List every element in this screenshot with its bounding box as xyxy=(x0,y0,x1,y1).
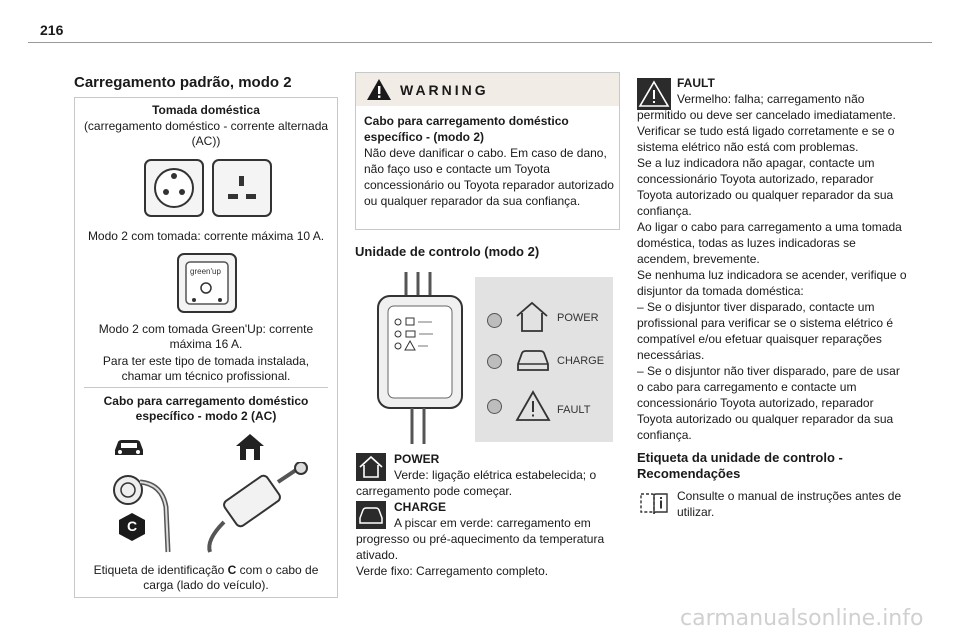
charge-description-text: A piscar em verde: carregamento em progresso ou pré-aquecimento da temperatura ativado. xyxy=(356,516,605,562)
fault-p4: Ao ligar o cabo para carregamento a uma tomada doméstica, todas as luzes indicadoras se acendem, brevemente. xyxy=(637,220,902,266)
greenup-socket-icon xyxy=(176,252,238,314)
page-number: 216 xyxy=(40,22,64,38)
caption-part-2: com o cabo de carga (lado do veículo). xyxy=(143,563,319,592)
caption-bold-c: C xyxy=(227,563,237,577)
fault-triangle-icon xyxy=(515,390,551,422)
fault-p6: – Se o disjuntor tiver disparado, contacte um profissional para verificar se o sistema elétrico é compatível e/ou efetuar quaisquer reparações necessárias. xyxy=(637,300,894,362)
power-description xyxy=(356,467,621,499)
uk-socket-icon xyxy=(211,158,273,218)
fault-indicator-light xyxy=(487,399,502,414)
charge-description-2: Verde fixo: Carregamento completo. xyxy=(356,564,549,578)
mode2-socket-text: Modo 2 com tomada: corrente máxima 10 A. xyxy=(87,229,325,243)
greenup-text: Modo 2 com tomada Green'Up: corrente máxima 16 A. xyxy=(98,322,314,351)
car-icon xyxy=(112,437,146,457)
control-unit-device xyxy=(370,272,470,444)
fault-paragraphs xyxy=(637,123,909,443)
fault-description xyxy=(637,91,909,123)
warning-triangle-icon xyxy=(366,78,392,101)
caption-part-1: Etiqueta de identificação xyxy=(93,563,228,577)
fault-title: FAULT xyxy=(677,76,715,90)
greenup-label: green'up xyxy=(190,267,221,276)
label-c-text: C xyxy=(126,518,138,534)
control-unit-heading: Unidade de controlo (modo 2) xyxy=(355,244,540,259)
fault-p3: Se a luz indicadora não apagar, contacte um concessionário Toyota autorizado, reparador Toyota autorizado ou qualquer reparador da sua confiança. xyxy=(637,156,894,218)
charge-title: CHARGE xyxy=(394,500,447,514)
greenup-install-text: Para ter este tipo de tomada instalada, chamar um técnico profissional. xyxy=(102,354,310,383)
warning-bold-text: Cabo para carregamento doméstico específico - (modo 2) xyxy=(364,114,569,144)
french-socket-icon xyxy=(143,158,205,218)
power-title: POWER xyxy=(394,452,440,466)
socket-subtitle: (carregamento doméstico - corrente alternada (AC)) xyxy=(83,119,329,148)
warning-body-text: Não deve danificar o cabo. Em caso de dano, não faço uso e contacte um Toyota concessionário ou Toyota reparador autorizado ou qualquer reparador da sua confiança. xyxy=(364,146,614,208)
fault-p5: Se nenhuma luz indicadora se acender, verifique o disjuntor da tomada doméstica: xyxy=(637,268,907,298)
cable-caption xyxy=(84,563,328,593)
charge-panel-label: CHARGE xyxy=(557,355,605,367)
charge-description xyxy=(356,515,621,563)
label-c-badge xyxy=(117,512,147,542)
house-icon xyxy=(234,432,266,462)
manual-book-icon xyxy=(639,490,669,516)
label-section-text: Consulte o manual de instruções antes de utilizar. xyxy=(677,489,902,519)
label-section-heading: Etiqueta da unidade de controlo - Recomendações xyxy=(637,450,843,481)
fault-p7: – Se o disjuntor não tiver disparado, pare de usar o cabo para carregamento e contacte um concessionário Toyota autorizado, reparador Toyota autorizado ou qualquer reparador da sua confiança. xyxy=(637,364,900,442)
power-panel-label: POWER xyxy=(557,312,599,324)
socket-title: Tomada doméstica xyxy=(152,103,260,117)
power-indicator-light xyxy=(487,313,502,328)
charge-indicator-light xyxy=(487,354,502,369)
left-divider xyxy=(84,387,328,388)
warning-title: WARNING xyxy=(400,82,489,98)
fault-p1: Vermelho: falha; carregamento não permitido ou deve ser cancelado imediatamente. xyxy=(637,92,896,122)
power-house-icon xyxy=(514,300,550,334)
cable-title: Cabo para carregamento doméstico específico - modo 2 (AC) xyxy=(103,394,309,423)
fault-p2: Verificar se tudo está ligado corretamente e se o sistema elétrico não está com problemas. xyxy=(637,124,895,154)
section-title: Carregamento padrão, modo 2 xyxy=(74,74,292,91)
fault-panel-label: FAULT xyxy=(557,404,591,416)
power-description-text: Verde: ligação elétrica estabelecida; o carregamento pode começar. xyxy=(356,468,597,498)
top-divider xyxy=(28,42,932,43)
watermark: carmanualsonline.info xyxy=(680,606,924,631)
charge-car-icon xyxy=(514,346,552,374)
